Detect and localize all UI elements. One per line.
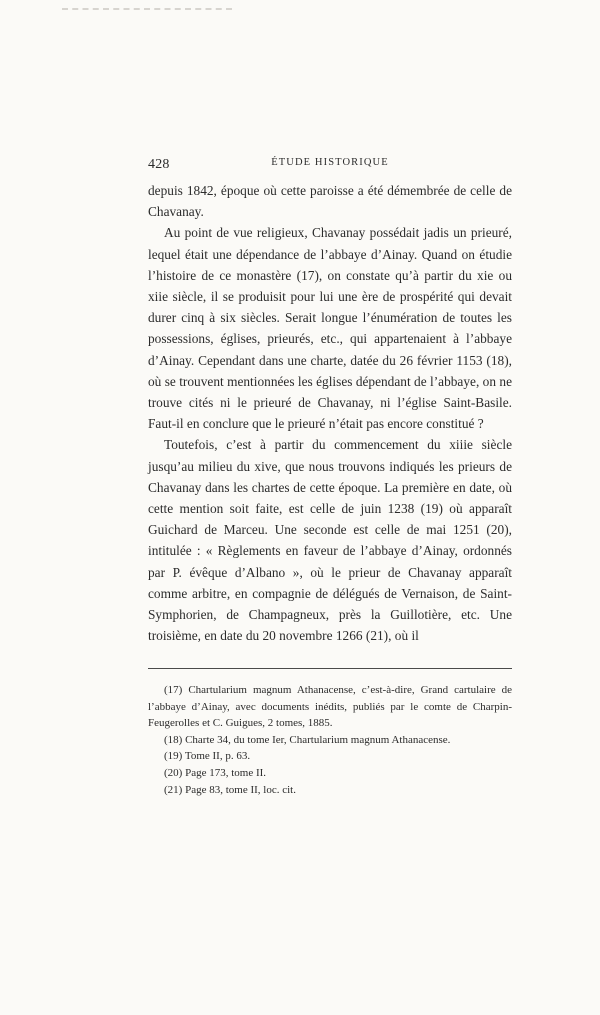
page-header (148, 157, 512, 177)
paragraph-prieure: Au point de vue religieux, Chavanay possédait jadis un prieuré, lequel était une dépendance de l’abbaye d’Ainay. Quand on étudie l’histoire de ce monastère (17), on constate qu’à partir du xie ou xiie siècle, il se produisit pour lui une ère de prospérité qui devait durer cinq à six siècles. Serait longue l’énumération de toutes les possessions, églises, prieurés, etc., qui appartenaient à l’abbaye d’Ainay. Cependant dans une charte, datée du 26 février 1153 (18), où se trouvent mentionnées les églises dépendant de l’abbaye, on ne trouve cités ni le prieuré de Chavanay, ni l’église Saint-Basile. Faut-il en conclure que le prieuré n’était pas encore constitué ? (148, 225, 512, 432)
body-text (148, 180, 512, 646)
footnote-19: (19) Tome II, p. 63. (164, 750, 251, 763)
footnotes (148, 682, 512, 798)
footnote-17: (17) Chartularium magnum Athanacense, c’est-à-dire, Grand cartulaire de l’abbaye d’Ainay, avec documents inédits, publiés par le comte de Charpin-Feugerolles et C. Guigues, 2 tomes, 1885. (148, 684, 512, 730)
footnote-21: (21) Page 83, tome II, loc. cit. (164, 783, 296, 796)
paragraph-prieurs: Toutefois, c’est à partir du commencement du xiiie siècle jusqu’au milieu du xive, que nous trouvons indiqués les prieurs de Chavanay dans les chartes de cette époque. La première en date, où cette mention soit faite, est celle de juin 1238 (19) où apparaît Guichard de Marceu. Une seconde est celle de mai 1251 (20), intitulée : « Règlements en faveur de l’abbaye d’Ainay, ordonnés par P. évêque d’Albano », où le prieur de Chavanay apparaît comme arbitre, en compagnie de délégués de Vernaison, de Saint-Symphorien, de Champagneux, près la Guillotière, etc. Une troisième, en date du 20 novembre 1266 (21), où il (148, 437, 512, 644)
paragraph-continuation: depuis 1842, époque où cette paroisse a été démembrée de celle de Chavanay. (148, 183, 512, 220)
running-title: ÉTUDE HISTORIQUE (271, 157, 389, 168)
page-number: 428 (148, 157, 170, 172)
top-edge-dash (62, 8, 232, 10)
footnote-separator (148, 668, 512, 669)
footnote-18: (18) Charte 34, du tome Ier, Chartularium magnum Athanacense. (164, 733, 451, 746)
footnote-20: (20) Page 173, tome II. (164, 766, 267, 779)
